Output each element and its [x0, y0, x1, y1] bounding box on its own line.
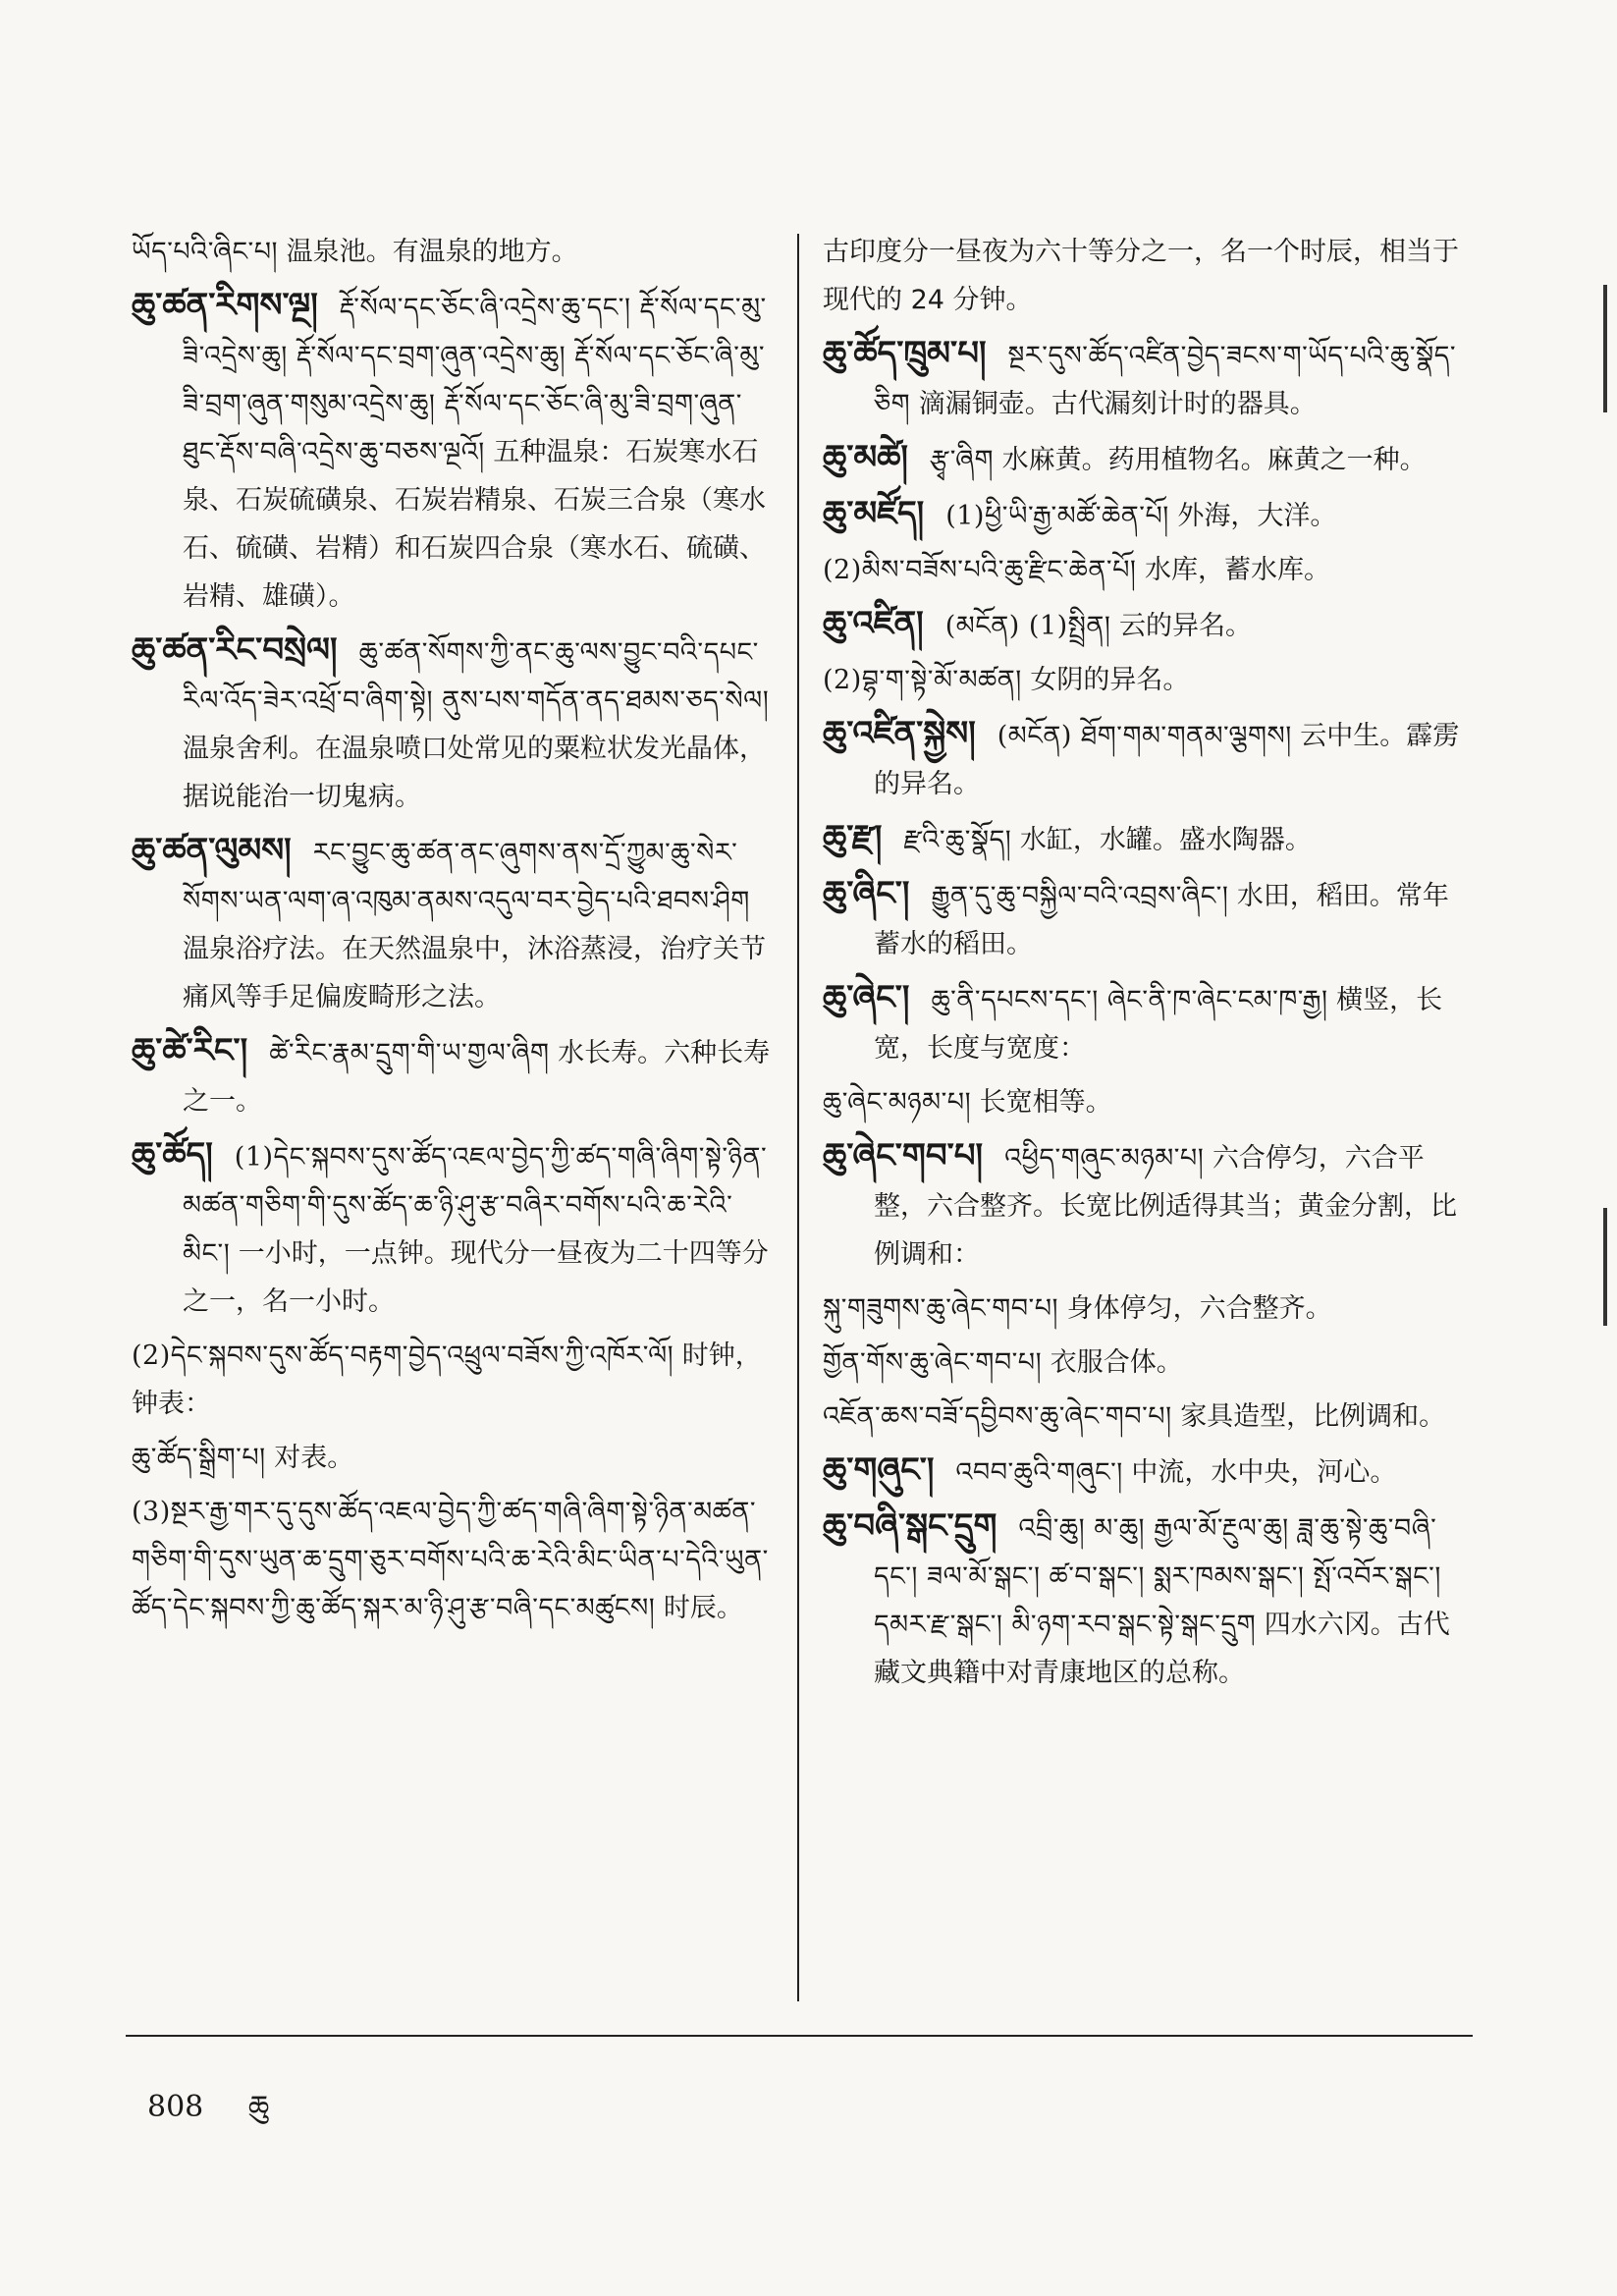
chinese-definition: 水缸，水罐。盛水陶器。 [1019, 825, 1312, 855]
dictionary-entry [823, 1339, 1473, 1387]
tibetan-definition: གྱོན་གོས་ཆུ་ཞེང་གབ་པ། [823, 1347, 1043, 1378]
dictionary-entry [823, 1285, 1473, 1333]
tibetan-definition: (2)བྷ་ག་སྟེ་མོ་མཚན། [823, 665, 1022, 695]
tibetan-definition: (3)སྔར་རྒྱ་གར་དུ་དུས་ཚོད་འཇལ་བྱེད་ཀྱི་ཚད་གཞི་ཞིག་སྟེ་ཉིན་མཚན་གཅིག་གི་དུས་ཡུན་ཆ་དྲུག་ཅུར་བགོས་པའི་ཆ་རེའི་མིང་ཡིན་པ་དེའི་ཡུན་ཚོད་དེང་སྐབས་ཀྱི་ཆུ་ཚོད་སྐར་མ་ཉི་ཤུ་རྩ་བཞི་དང་མཚུངས། [132, 1497, 769, 1623]
chinese-definition: 六合停匀，六合平整，六合整齐。长宽比例适得其当；黄金分割，比例调和： [874, 1143, 1457, 1270]
entry-headword: ཆུ་ཞེང་། [823, 978, 910, 1017]
tibetan-definition: (2)དེང་སྐབས་དུས་ཚོད་བརྟག་བྱེད་འཕྲུལ་བཟོས་ཀྱི་འཁོར་ལོ། [132, 1340, 674, 1371]
chinese-definition: 云的异名。 [1118, 611, 1252, 641]
right-column [823, 228, 1473, 1703]
tibetan-definition: འཕྱིད་གཞུང་མཉམ་པ། [1004, 1143, 1205, 1174]
tibetan-definition: འཇོན་ཆས་བཟོ་དབྱིབས་ཆུ་ཞེང་གབ་པ། [823, 1401, 1172, 1432]
dictionary-entry [132, 1027, 772, 1125]
dictionary-entry [132, 827, 772, 1021]
dictionary-entry [823, 1132, 1473, 1279]
dictionary-entry [132, 1434, 772, 1482]
tibetan-definition: (མངོན) ཐོག་གམ་གནམ་ལྕགས། [997, 721, 1292, 751]
section-letter: ཆུ [247, 2090, 270, 2124]
tibetan-definition: ཆུ་ཞེང་མཉམ་པ། [823, 1087, 972, 1118]
tibetan-definition: རང་བྱུང་ཆུ་ཚན་ནང་ཞུགས་ནས་དྲོ་ཀྱུམ་ཆུ་སེར་སོགས་ཡན་ལག་ཞ་འཁུམ་ནམས་འདུལ་བར་བྱེད་པའི་ཐབས་ཤིག [183, 838, 750, 916]
tibetan-definition: ཆུ་ཚན་སོགས་ཀྱི་ནང་ཆུ་ལས་བྱུང་བའི་དཔང་རིལ་འོད་ཟེར་འཕྲོ་བ་ཞིག་སྟེ། ནུས་པས་གདོན་ནད་ཐམས་ཅད་སེལ། [183, 637, 770, 716]
tibetan-definition: འབྲི་ཆུ། མ་ཆུ། རྒྱལ་མོ་རྔུལ་ཆུ། ཟླ་ཆུ་སྟེ་ཆུ་བཞི་དང་། ཟལ་མོ་སྒང་། ཚ་བ་སྒང་། སྨར་ཁམས་སྒང་། སྤོ་འབོར་སྒང་། དམར་རྫ་སྒང་། མི་ཉག་རབ་སྒང་སྟེ་སྒང་དྲུག [874, 1513, 1441, 1640]
tibetan-definition: རྒྱུན་དུ་ཆུ་བསྐྱིལ་བའི་འབྲས་ཞིང་། [931, 881, 1229, 911]
dictionary-entry [823, 330, 1473, 428]
dictionary-entry [132, 1131, 772, 1326]
dictionary-entry [823, 814, 1473, 864]
tibetan-definition: (1)ཕྱི་ཡི་རྒྱ་མཚོ་ཆེན་པོ། [945, 501, 1169, 531]
tibetan-definition: འབབ་ཆུའི་གཞུང་། [955, 1457, 1123, 1488]
entry-headword: ཆུ་འཛིན་སྐྱེས། [823, 714, 976, 753]
dictionary-entry [823, 600, 1473, 650]
dictionary-entry [823, 490, 1473, 540]
chinese-definition: 对表。 [274, 1443, 354, 1473]
chinese-definition: 温泉舍利。在温泉喷口处常见的粟粒状发光晶体，据说能治一切鬼病。 [183, 734, 766, 812]
chinese-definition: 长宽相等。 [979, 1087, 1112, 1118]
tibetan-definition: སྐུ་གཟུགས་ཆུ་ཞེང་གབ་པ། [823, 1293, 1058, 1324]
chinese-definition: 五种温泉：石炭寒水石泉、石炭硫磺泉、石炭岩精泉、石炭三合泉（寒水石、硫磺、岩精）和石炭四合泉（寒水石、硫磺、岩精、雄磺）。 [183, 437, 766, 612]
dictionary-entry [823, 870, 1473, 968]
scan-edge-mark [1603, 285, 1607, 412]
entry-headword: ཆུ་བཞི་སྒང་དྲུག [823, 1506, 997, 1546]
entry-headword: ཆུ་ཚན་ལུམས། [132, 831, 292, 870]
chinese-definition: 水田，稻田。常年蓄水的稻田。 [874, 881, 1449, 959]
chinese-definition: 古印度分一昼夜为六十等分之一，名一个时辰，相当于现代的 24 分钟。 [823, 237, 1459, 315]
chinese-definition: 水长寿。六种长寿之一。 [183, 1038, 771, 1117]
entry-headword: ཆུ་རྫ། [823, 818, 883, 857]
chinese-definition: 滴漏铜壶。古代漏刻计时的器具。 [918, 389, 1317, 419]
dictionary-entry [823, 1078, 1473, 1126]
tibetan-definition: རྡོ་སོལ་དང་ཅོང་ཞི་འདྲེས་ཆུ་དང་། རྡོ་སོལ་དང་མུ་ཟི་འདྲེས་ཆུ། རྡོ་སོལ་དང་བྲག་ཞུན་འདྲེས་ཆུ། རྡོ་སོལ་དང་ཅོང་ཞི་མུ་ཟི་བྲག་ཞུན་གསུམ་འདྲེས་ཆུ། རྡོ་སོལ་དང་ཅོང་ཞི་མུ་ཟི་བྲག་ཞུན་ཐུང་རྡོས་བཞི་འདྲེས་ཆུ་བཅས་ལྔའོ། [183, 293, 767, 467]
dictionary-entry [823, 974, 1473, 1072]
dictionary-entry [823, 710, 1473, 808]
dictionary-entry [132, 1332, 772, 1428]
chinese-definition: 时辰。 [663, 1593, 743, 1623]
dictionary-entry [132, 1488, 772, 1632]
dictionary-entry [823, 546, 1473, 594]
dictionary-entry [823, 1503, 1473, 1697]
tibetan-definition: ཆུ་ཚོད་སྒྲིག་པ། [132, 1443, 266, 1473]
tibetan-definition: (1)དེང་སྐབས་དུས་ཚོད་འཇལ་བྱེད་ཀྱི་ཚད་གཞི་ཞིག་སྟེ་ཉིན་མཚན་གཅིག་གི་དུས་ཚོད་ཆ་ཉི་ཤུ་རྩ་བཞིར་བགོས་པའི་ཆ་རེའི་མིང་། [183, 1142, 768, 1269]
scan-edge-mark [1603, 1208, 1607, 1326]
chinese-definition: 横竖，长宽，长度与宽度： [874, 985, 1443, 1064]
chinese-definition: 家具造型，比例调和。 [1180, 1401, 1446, 1432]
chinese-definition: 衣服合体。 [1050, 1347, 1183, 1378]
entry-headword: ཆུ་ཚན་རིང་བསྲེལ། [132, 630, 338, 670]
tibetan-definition: སྔར་དུས་ཚོད་འཛིན་བྱེད་ཟངས་ག་ཡོད་པའི་ཆུ་སྣོད་ཅིག [874, 341, 1457, 419]
chinese-definition: 温泉池。有温泉的地方。 [286, 237, 578, 267]
chinese-definition: 时钟，钟表： [132, 1340, 762, 1419]
left-column [132, 228, 772, 1638]
entry-headword: ཆུ་འཛིན། [823, 604, 924, 643]
chinese-definition: 外海，大洋。 [1177, 501, 1337, 531]
tibetan-definition: ཚེ་རིང་རྣམ་དྲུག་གི་ཡ་གྱལ་ཞིག [269, 1038, 550, 1068]
chinese-definition: 一小时，一点钟。现代分一昼夜为二十四等分之一，名一小时。 [183, 1238, 769, 1317]
tibetan-definition: (མངོན) (1)སྤྲིན། [944, 611, 1111, 641]
tibetan-definition: ཆུ་ནི་དཔངས་དང་། ཞེང་ནི་ཁ་ཞེང་ངམ་ཁ་རྒྱ། [931, 985, 1328, 1015]
dictionary-entry [823, 228, 1473, 324]
dictionary-entry [823, 434, 1473, 484]
footer [147, 2074, 269, 2157]
tibetan-definition: རྩྭ་ཞིག [929, 445, 995, 475]
dictionary-entry [823, 1447, 1473, 1497]
chinese-definition: 云中生。霹雳的异名。 [874, 721, 1460, 799]
entry-headword: ཆུ་མཚེ། [823, 438, 908, 477]
dictionary-entry [132, 228, 772, 276]
entry-headword: ཆུ་ཚན་རིགས་ལྔ། [132, 286, 318, 325]
dictionary-entry [132, 282, 772, 621]
entry-headword: ཆུ་ཚོད་ཁྲུམ་པ། [823, 334, 987, 373]
column-divider [797, 234, 799, 2001]
chinese-definition: 中流，水中央，河心。 [1131, 1457, 1397, 1488]
entry-headword: ཆུ་གཞུང་། [823, 1450, 935, 1490]
chinese-definition: 温泉浴疗法。在天然温泉中，沐浴蒸浸，治疗关节痛风等手足偏废畸形之法。 [183, 934, 766, 1012]
chinese-definition: 水库，蓄水库。 [1144, 555, 1330, 585]
dictionary-entry [132, 627, 772, 821]
entry-headword: ཆུ་ཞེང་གབ་པ། [823, 1136, 984, 1175]
page-number: 808 [147, 2090, 204, 2124]
chinese-definition: 女阴的异名。 [1030, 665, 1190, 695]
chinese-definition: 身体停匀，六合整齐。 [1066, 1293, 1332, 1324]
entry-headword: ཆུ་ཚེ་རིང་། [132, 1031, 248, 1070]
footer-rule [126, 2035, 1473, 2037]
tibetan-definition: རྫའི་ཆུ་སྣོད། [903, 825, 1012, 855]
tibetan-definition: (2)མིས་བཟོས་པའི་ཆུ་རྫིང་ཆེན་པོ། [823, 555, 1137, 585]
dictionary-entry [823, 1393, 1473, 1441]
chinese-definition: 四水六冈。古代藏文典籍中对青康地区的总称。 [874, 1610, 1450, 1688]
chinese-definition: 水麻黄。药用植物名。麻黄之一种。 [1001, 445, 1427, 475]
entry-headword: ཆུ་ཚོད། [132, 1135, 213, 1175]
entry-headword: ཆུ་མཛོད། [823, 494, 925, 533]
dictionary-entry [823, 656, 1473, 704]
entry-headword: ཆུ་ཞིང་། [823, 874, 910, 913]
tibetan-definition: ཡོད་པའི་ཞིང་པ། [132, 237, 279, 267]
